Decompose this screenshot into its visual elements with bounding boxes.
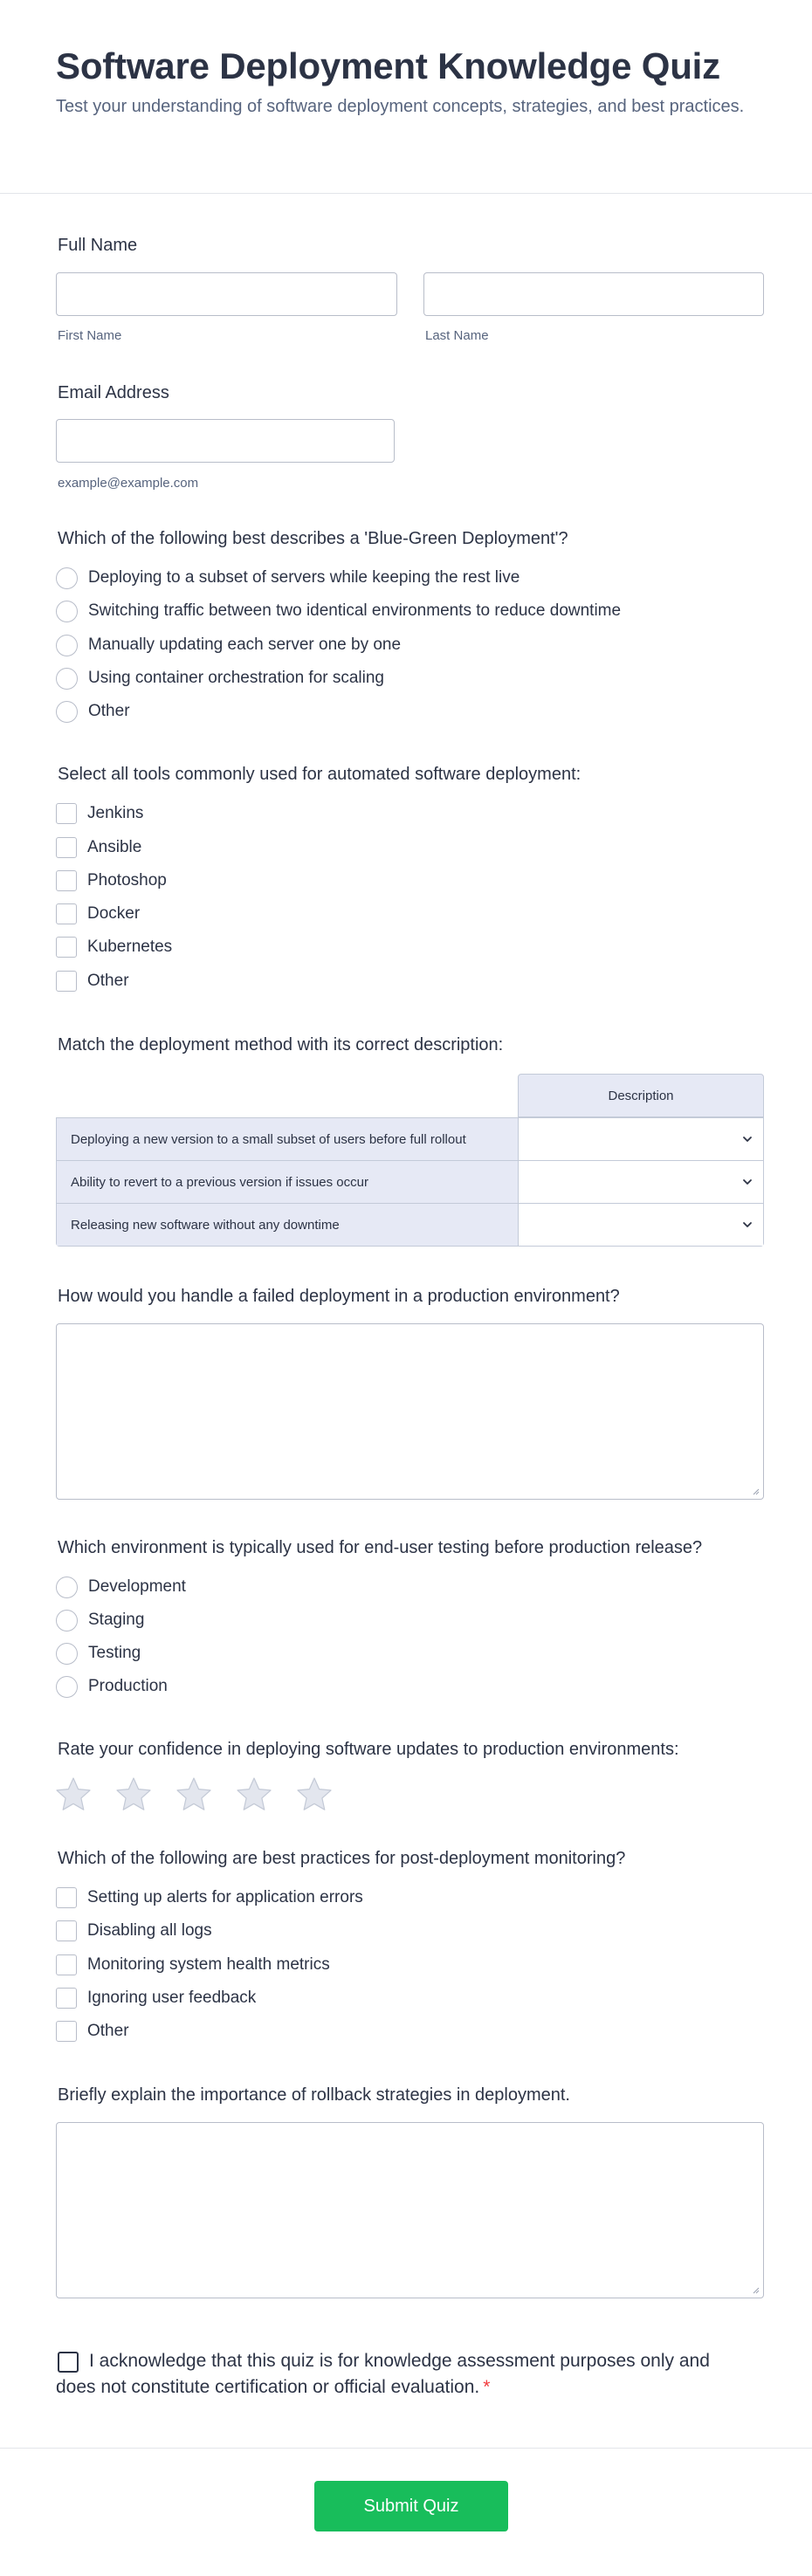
monitoring-question: Which of the following are best practices for post-deployment monitoring? [58, 1849, 626, 1868]
radio-button[interactable] [56, 1643, 78, 1665]
checkbox[interactable] [56, 803, 77, 824]
last-name-sublabel: Last Name [425, 328, 489, 343]
failed-deployment-question: How would you handle a failed deployment in a production environment? [58, 1287, 620, 1306]
blue-green-option[interactable] [56, 599, 621, 623]
option-label: Development [88, 1577, 186, 1596]
tools-option[interactable] [56, 902, 140, 926]
checkbox[interactable] [56, 937, 77, 958]
page-title: Software Deployment Knowledge Quiz [56, 45, 720, 86]
option-label: Other [88, 702, 130, 720]
radio-button[interactable] [56, 1610, 78, 1631]
radio-button[interactable] [56, 567, 78, 589]
option-label: Switching traffic between two identical environments to reduce downtime [88, 601, 622, 620]
matrix-row-label: Releasing new software without any downtime [57, 1204, 519, 1246]
checkbox[interactable] [56, 971, 77, 992]
acknowledgement-text: I acknowledge that this quiz is for knowledge assessment purposes only and does not constitute certification or official evaluation. [56, 2351, 710, 2397]
matrix-row [56, 1160, 764, 1204]
checkbox[interactable] [56, 870, 77, 891]
monitoring-option[interactable] [56, 1986, 256, 2010]
failed-deployment-textarea[interactable] [56, 1323, 764, 1500]
first-name-sublabel: First Name [58, 328, 122, 343]
option-label: Ansible [87, 838, 142, 856]
option-label: Ignoring user feedback [87, 1989, 257, 2007]
page-subtitle: Test your understanding of software deployment concepts, strategies, and best practices. [56, 97, 745, 116]
option-label: Disabling all logs [87, 1921, 212, 1940]
checkbox[interactable] [56, 1887, 77, 1908]
tools-option[interactable] [56, 801, 143, 826]
radio-button[interactable] [56, 1577, 78, 1598]
rollback-question: Briefly explain the importance of rollback strategies in deployment. [58, 2085, 570, 2105]
matrix-row [56, 1203, 764, 1247]
blue-green-option[interactable] [56, 666, 384, 690]
tools-option[interactable] [56, 969, 129, 993]
radio-button[interactable] [56, 701, 78, 723]
footer-divider [0, 2448, 812, 2449]
form-header [0, 0, 812, 194]
email-sublabel: example@example.com [58, 476, 199, 491]
environment-option[interactable] [56, 1608, 144, 1632]
monitoring-option[interactable] [56, 1953, 330, 1977]
radio-button[interactable] [56, 635, 78, 656]
full-name-label: Full Name [58, 236, 138, 255]
matrix-dropdown[interactable] [519, 1161, 763, 1203]
matrix-row-label: Deploying a new version to a small subset of users before full rollout [57, 1118, 519, 1160]
chevron-down-icon [740, 1175, 754, 1189]
matrix-question: Match the deployment method with its correct description: [58, 1035, 504, 1054]
star-icon[interactable] [295, 1776, 334, 1814]
first-name-input[interactable] [56, 272, 397, 316]
last-name-input[interactable] [423, 272, 764, 316]
rollback-textarea[interactable] [56, 2122, 764, 2298]
monitoring-option[interactable] [56, 1919, 212, 1943]
checkbox[interactable] [56, 1988, 77, 2009]
star-icon[interactable] [54, 1776, 93, 1814]
option-label: Jenkins [87, 804, 144, 822]
acknowledgement [56, 2348, 719, 2401]
checkbox[interactable] [56, 1954, 77, 1975]
radio-button[interactable] [56, 1676, 78, 1698]
option-label: Setting up alerts for application errors [87, 1888, 363, 1906]
option-label: Docker [87, 904, 141, 923]
option-label: Using container orchestration for scaling [88, 669, 385, 687]
option-label: Deploying to a subset of servers while keeping the rest live [88, 568, 520, 587]
required-marker: * [483, 2377, 491, 2397]
option-label: Staging [88, 1611, 145, 1629]
environment-option[interactable] [56, 1674, 168, 1699]
matrix-dropdown[interactable] [519, 1204, 763, 1246]
email-label: Email Address [58, 383, 169, 402]
matrix-column-header: Description [518, 1074, 764, 1117]
star-icon[interactable] [114, 1776, 153, 1814]
checkbox[interactable] [56, 2021, 77, 2042]
matrix-table [56, 1074, 764, 1248]
confidence-question: Rate your confidence in deploying software updates to production environments: [58, 1740, 679, 1759]
environment-question: Which environment is typically used for end-user testing before production release? [58, 1538, 703, 1557]
email-input[interactable] [56, 419, 395, 463]
option-label: Manually updating each server one by one [88, 635, 402, 654]
checkbox[interactable] [56, 1920, 77, 1941]
option-label: Other [87, 2022, 129, 2040]
tools-option[interactable] [56, 935, 172, 959]
blue-green-option[interactable] [56, 699, 130, 724]
matrix-dropdown[interactable] [519, 1118, 763, 1160]
option-label: Testing [88, 1644, 141, 1662]
option-label: Production [88, 1677, 168, 1695]
blue-green-option[interactable] [56, 633, 401, 657]
monitoring-option[interactable] [56, 1886, 363, 1910]
environment-option[interactable] [56, 1641, 141, 1666]
star-icon[interactable] [175, 1776, 213, 1814]
option-label: Photoshop [87, 871, 167, 890]
radio-button[interactable] [56, 601, 78, 622]
chevron-down-icon [740, 1218, 754, 1232]
radio-button[interactable] [56, 668, 78, 690]
option-label: Monitoring system health metrics [87, 1955, 330, 1974]
matrix-row [56, 1117, 764, 1161]
matrix-row-label: Ability to revert to a previous version if issues occur [57, 1161, 519, 1203]
resize-handle-icon[interactable] [751, 1487, 760, 1495]
environment-option[interactable] [56, 1575, 186, 1599]
monitoring-option[interactable] [56, 2019, 129, 2044]
tools-option[interactable] [56, 869, 167, 893]
resize-handle-icon[interactable] [751, 2285, 760, 2294]
blue-green-question: Which of the following best describes a 'Blue-Green Deployment'? [58, 529, 568, 548]
star-icon[interactable] [235, 1776, 273, 1814]
tools-option[interactable] [56, 835, 141, 860]
tools-question: Select all tools commonly used for automated software deployment: [58, 765, 581, 784]
checkbox[interactable] [56, 903, 77, 924]
checkbox[interactable] [56, 837, 77, 858]
blue-green-option[interactable] [56, 566, 520, 590]
option-label: Kubernetes [87, 938, 173, 956]
chevron-down-icon [740, 1132, 754, 1146]
option-label: Other [87, 972, 129, 990]
submit-button[interactable]: Submit Quiz [314, 2481, 508, 2531]
